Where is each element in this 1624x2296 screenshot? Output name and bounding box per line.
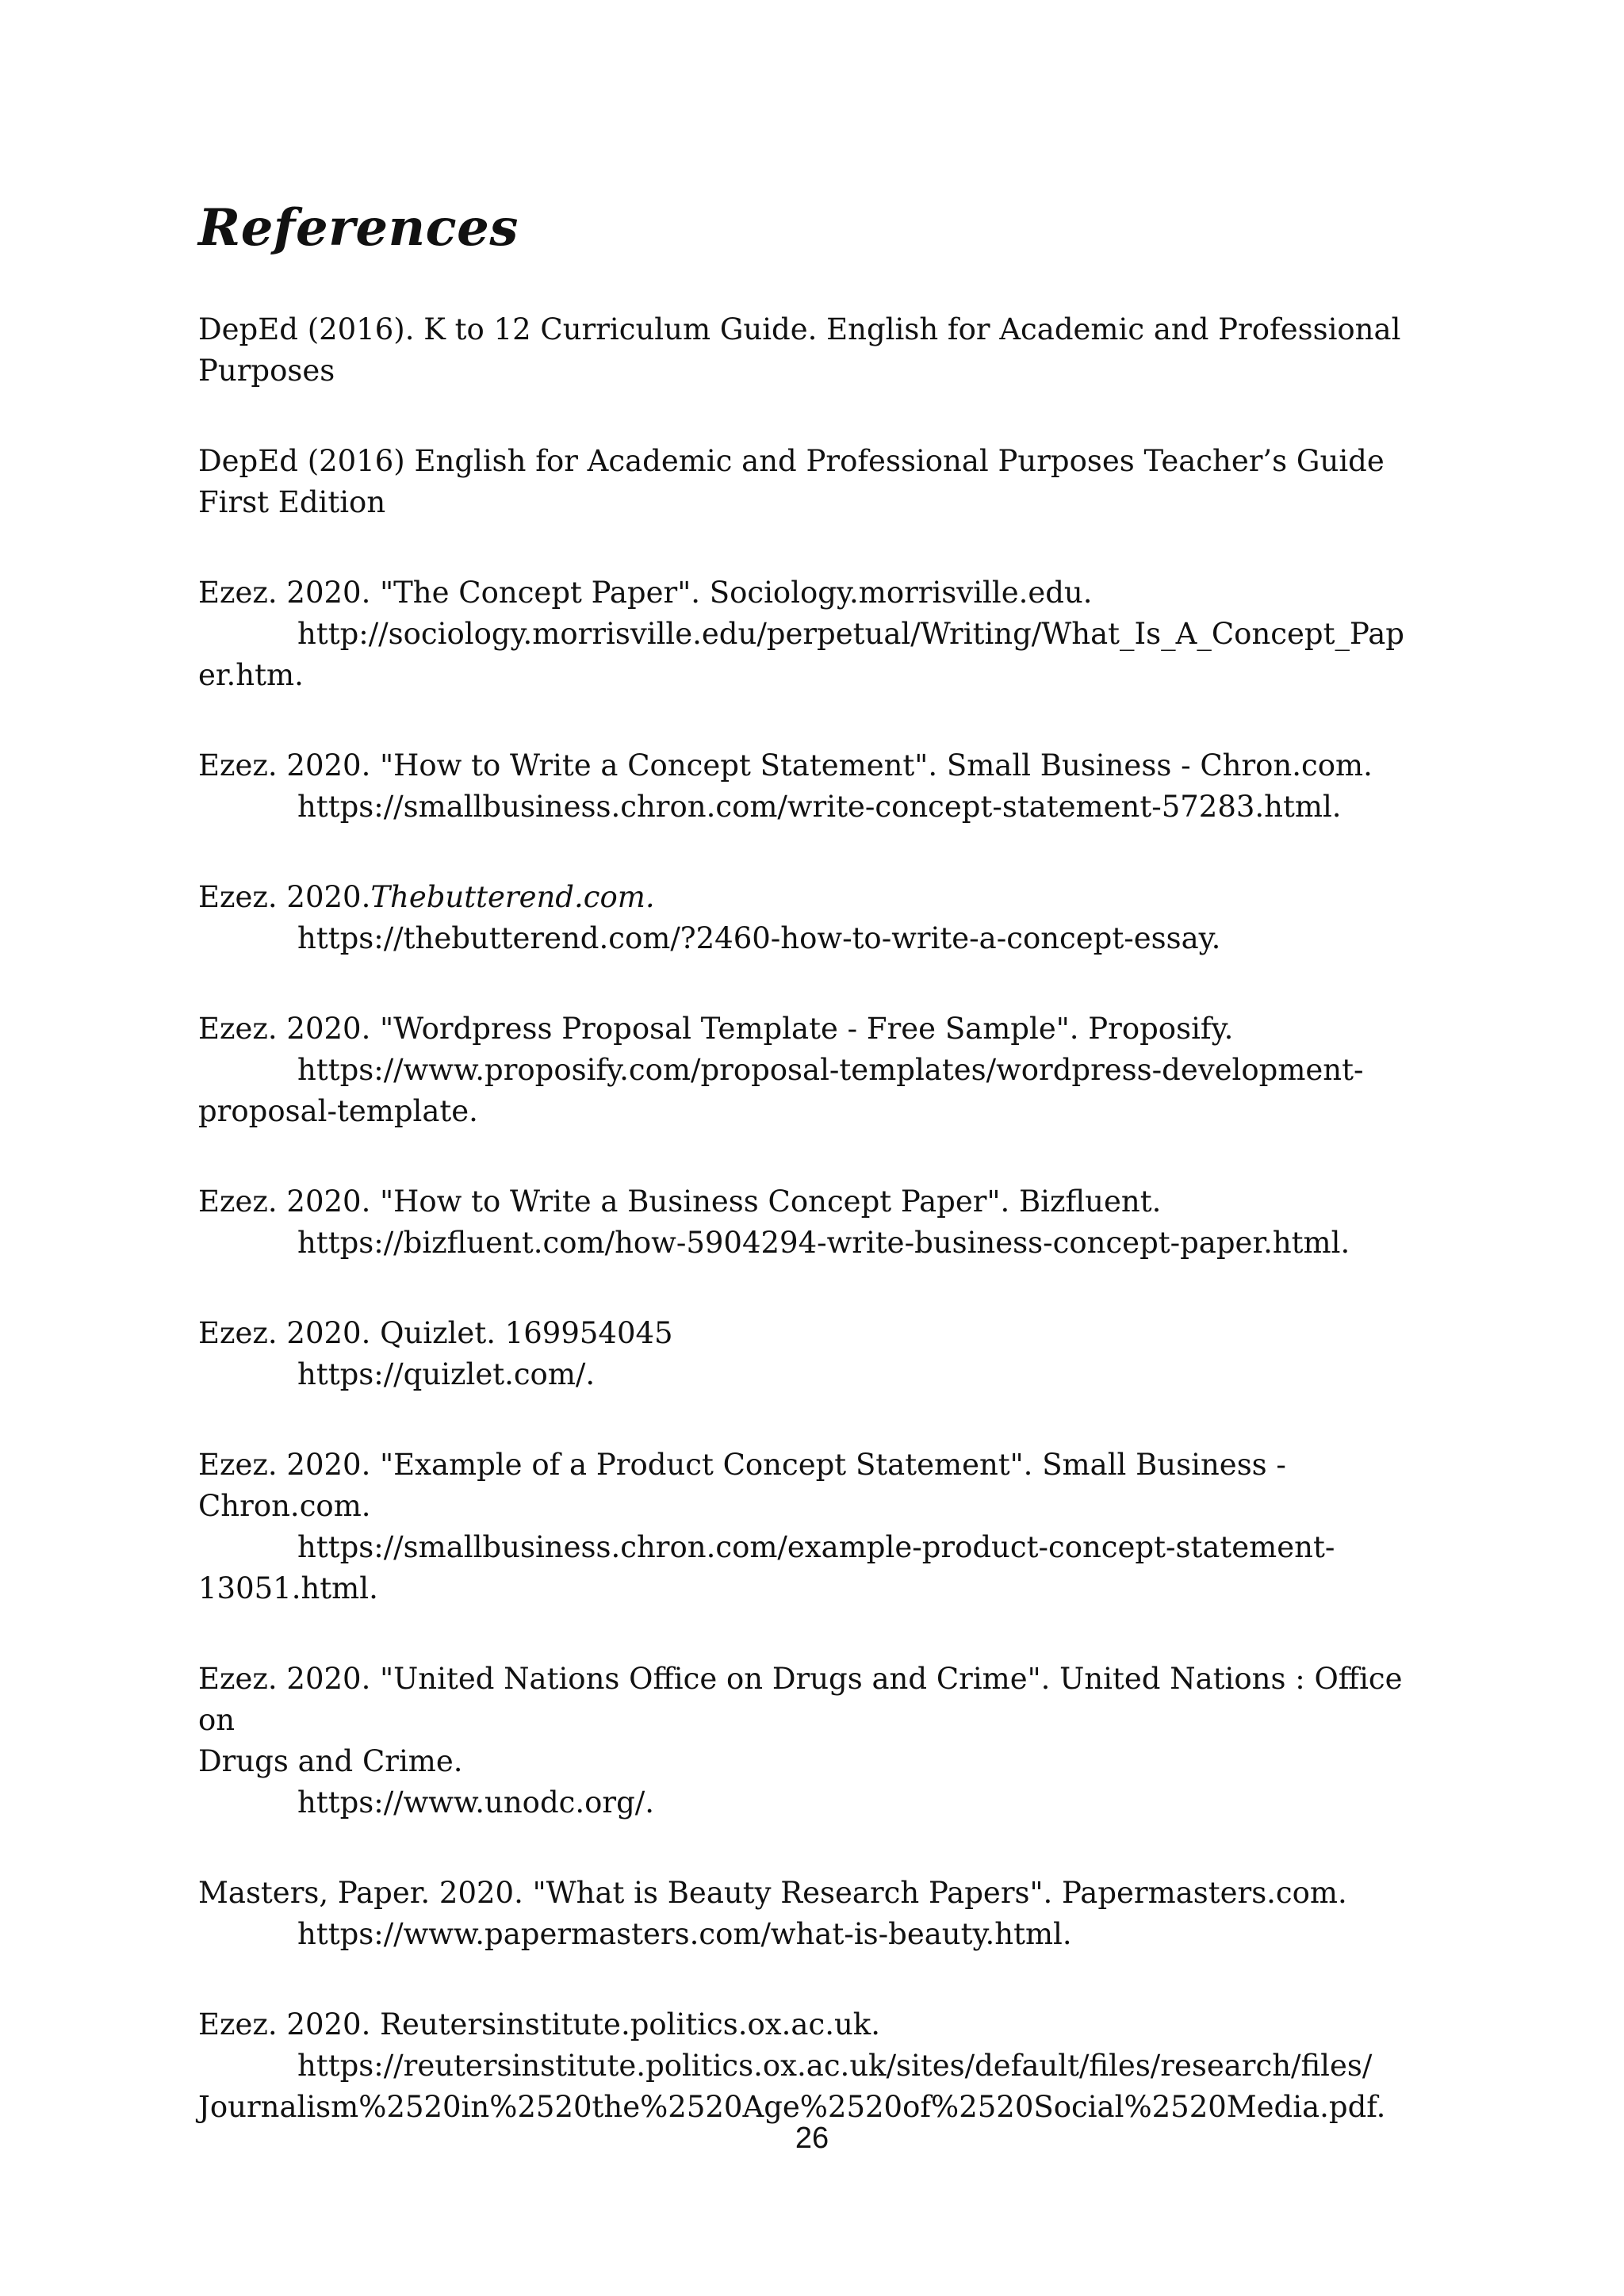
reference-citation: Ezez. 2020. Reutersinstitute.politics.ox.ac.uk. [198,2007,880,2042]
reference-citation-prefix: Ezez. 2020. [198,880,371,914]
reference-url[interactable]: https://smallbusiness.chron.com/example-product-concept-statement- [297,1530,1335,1564]
reference-citation: Ezez. 2020. Quizlet. 169954045 [198,1316,673,1350]
reference-item [198,1181,1443,1264]
reference-item [198,309,1443,392]
reference-citation-line: Drugs and Crime. [198,1744,463,1778]
reference-url[interactable]: http://sociology.morrisville.edu/perpetual/Writing/What_Is_A_Concept_Pap [297,617,1404,651]
reference-citation-line: Ezez. 2020. "United Nations Office on Drugs and Crime". United Nations : Office on [198,1662,1403,1737]
reference-url-continuation[interactable]: er.htm. [198,658,304,692]
reference-item [198,1008,1443,1132]
reference-citation: Ezez. 2020. "Wordpress Proposal Template - Free Sample". Proposify. [198,1012,1234,1046]
reference-item [198,1873,1443,1955]
reference-citation-line: Ezez. 2020. "Example of a Product Concept Statement". Small Business - [198,1448,1286,1482]
reference-url-continuation[interactable]: 13051.html. [198,1571,378,1605]
reference-url[interactable]: https://thebutterend.com/?2460-how-to-write-a-concept-essay. [297,921,1221,955]
reference-citation [198,877,1443,918]
reference-item [198,745,1443,828]
reference-citation: Ezez. 2020. "The Concept Paper". Sociology.morrisville.edu. [198,576,1093,610]
reference-url-continuation[interactable]: Journalism%2520in%2520the%2520Age%2520of%2520Social%2520Media.pdf. [198,2090,1386,2124]
reference-citation: Masters, Paper. 2020. "What is Beauty Research Papers". Papermasters.com. [198,1876,1347,1910]
page-number: 26 [795,2122,829,2155]
references-list [198,309,1443,2177]
reference-citation-line: Chron.com. [198,1489,371,1523]
reference-url[interactable]: https://www.unodc.org/. [297,1785,654,1820]
reference-url[interactable]: https://quizlet.com/. [297,1357,596,1391]
reference-citation: Ezez. 2020. "How to Write a Business Concept Paper". Bizfluent. [198,1184,1162,1219]
reference-url[interactable]: https://smallbusiness.chron.com/write-concept-statement-57283.html. [297,790,1342,824]
references-heading: References [198,198,519,258]
reference-url[interactable]: https://www.papermasters.com/what-is-beauty.html. [297,1917,1072,1951]
reference-url[interactable]: https://reutersinstitute.politics.ox.ac.uk/sites/default/files/research/files/ [297,2049,1373,2083]
reference-source-title: Thebutterend.com. [370,880,655,914]
reference-item [198,1445,1443,1609]
reference-citation-line: DepEd (2016) English for Academic and Professional Purposes Teacher’s Guide [198,444,1385,478]
reference-item [198,2004,1443,2128]
reference-item [198,441,1443,523]
reference-url[interactable]: https://www.proposify.com/proposal-templates/wordpress-development- [297,1053,1364,1087]
reference-item [198,1313,1443,1395]
reference-citation-line: DepEd (2016). K to 12 Curriculum Guide. English for Academic and Professional [198,312,1401,346]
reference-citation-line: Purposes [198,354,335,388]
reference-citation: Ezez. 2020. "How to Write a Concept Statement". Small Business - Chron.com. [198,748,1373,783]
reference-url-continuation[interactable]: proposal-template. [198,1094,478,1128]
reference-item [198,877,1443,959]
reference-item [198,1659,1443,1823]
reference-item [198,572,1443,696]
reference-url[interactable]: https://bizfluent.com/how-5904294-write-business-concept-paper.html. [297,1226,1350,1260]
reference-citation-line: First Edition [198,485,386,519]
